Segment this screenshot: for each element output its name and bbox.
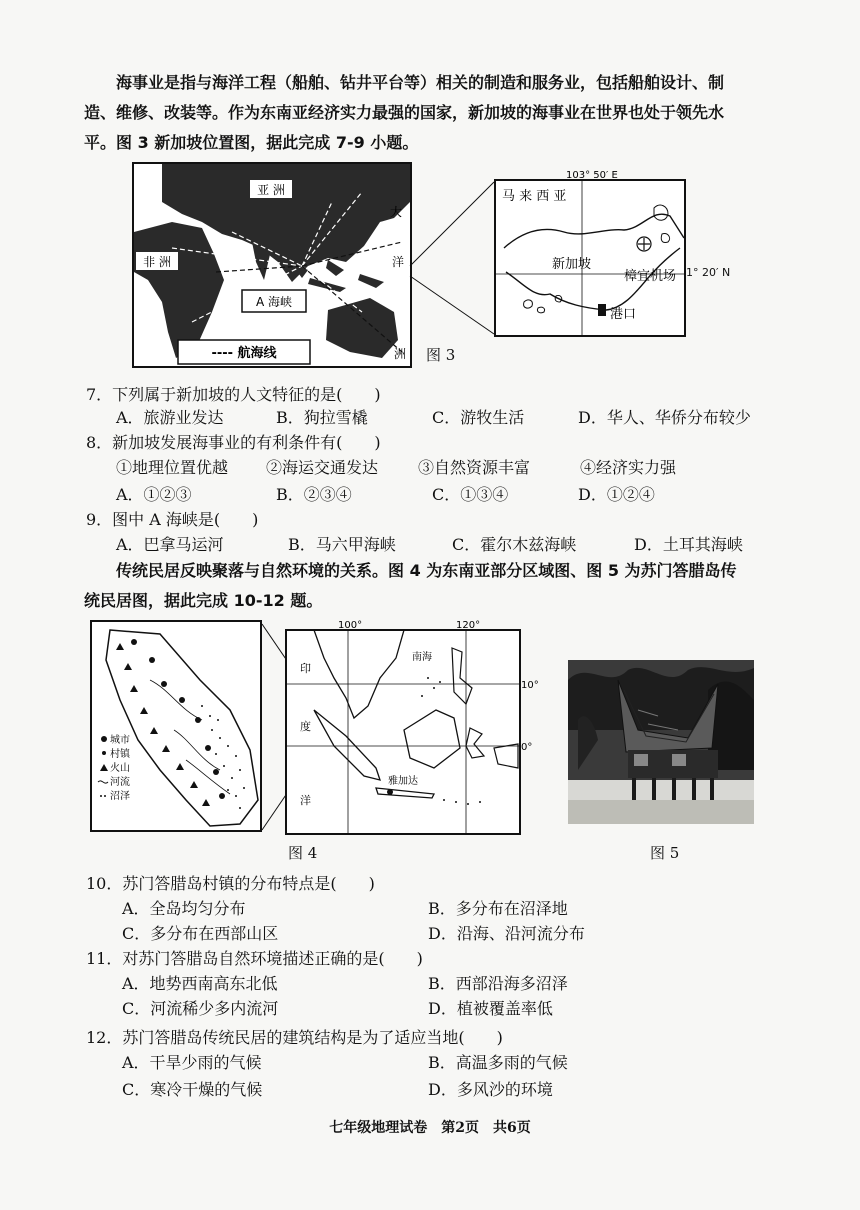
indian-ocean-yang: 洋 bbox=[300, 794, 311, 807]
question-12-stem: 12．苏门答腊岛传统民居的建筑结构是为了适应当地( ) bbox=[86, 1028, 503, 1047]
legend-swamp: 沼泽 bbox=[110, 791, 130, 802]
passage-2-line-1: 传统民居反映聚落与自然环境的关系。图 4 为东南亚部分区域图、图 5 为苏门答腊岛传 bbox=[116, 561, 737, 580]
passage-1-line-1: 海事业是指与海洋工程（船舶、钻井平台等）相关的制造和服务业，包括船舶设计、制 bbox=[116, 73, 725, 92]
q11-option-b[interactable]: B．西部沿海多沼泽 bbox=[428, 974, 568, 993]
lat-0-label: 0° bbox=[521, 742, 533, 753]
singapore-label: 新加坡 bbox=[552, 257, 592, 272]
figure-4-sumatra-map bbox=[90, 620, 262, 832]
south-china-sea-label: 南海 bbox=[412, 652, 432, 663]
q11-option-d[interactable]: D．植被覆盖率低 bbox=[428, 999, 553, 1018]
q10-option-c[interactable]: C．多分布在西部山区 bbox=[122, 924, 279, 943]
question-7-stem: 7．下列属于新加坡的人文特征的是( ) bbox=[86, 385, 381, 404]
q8-choice-3: ③自然资源丰富 bbox=[418, 458, 531, 477]
q8-choice-4: ④经济实力强 bbox=[580, 458, 677, 477]
jakarta-label: 雅加达 bbox=[388, 776, 418, 787]
q8-option-b[interactable]: B．②③④ bbox=[276, 485, 352, 504]
question-10-stem: 10．苏门答腊岛村镇的分布特点是( ) bbox=[86, 874, 375, 893]
q8-choice-2: ②海运交通发达 bbox=[266, 458, 379, 477]
q8-option-c[interactable]: C．①③④ bbox=[432, 485, 509, 504]
indian-ocean-du: 度 bbox=[300, 720, 311, 733]
q8-option-d[interactable]: D．①②④ bbox=[578, 485, 655, 504]
strait-a-label: A 海峡 bbox=[255, 295, 293, 309]
legend-town: 村镇 bbox=[110, 749, 130, 760]
zhou-label: 洲 bbox=[393, 347, 407, 361]
port-label: 港口 bbox=[610, 307, 637, 322]
port-icon bbox=[598, 304, 606, 316]
figure-5-traditional-house-photo bbox=[568, 660, 754, 824]
question-9-stem: 9．图中 A 海峡是( ) bbox=[86, 510, 259, 529]
q11-option-c[interactable]: C．河流稀少多内流河 bbox=[122, 999, 279, 1018]
q8-choice-1: ①地理位置优越 bbox=[116, 458, 229, 477]
q12-option-d[interactable]: D．多风沙的环境 bbox=[428, 1080, 553, 1099]
q7-option-d[interactable]: D．华人、华侨分布较少 bbox=[578, 408, 751, 427]
legend-city: 城市 bbox=[110, 735, 130, 746]
question-8-stem: 8．新加坡发展海事业的有利条件有( ) bbox=[86, 433, 381, 452]
q10-option-b[interactable]: B．多分布在沼泽地 bbox=[428, 899, 568, 918]
figure-3-singapore-inset bbox=[494, 168, 689, 338]
inset-connector-lines bbox=[410, 176, 494, 336]
passage-2-line-2: 统民居图，据此完成 10-12 题。 bbox=[84, 591, 323, 610]
passage-1-line-2: 造、维修、改装等。作为东南亚经济实力最强的国家，新加坡的海事业在世界也处于领先水 bbox=[84, 103, 725, 122]
passage-1-line-3: 平。图 3 新加坡位置图，据此完成 7-9 小题。 bbox=[84, 133, 419, 152]
q12-option-b[interactable]: B．高温多雨的气候 bbox=[428, 1053, 568, 1072]
yang-label: 洋 bbox=[391, 255, 405, 269]
asia-label: 亚 洲 bbox=[257, 183, 285, 197]
passage-2 bbox=[84, 556, 784, 616]
jakarta-marker bbox=[387, 789, 393, 795]
figure-3-caption: 图 3 bbox=[426, 346, 456, 364]
africa-label: 非 洲 bbox=[143, 255, 171, 269]
indian-ocean-yin: 印 bbox=[300, 662, 311, 675]
q10-option-a[interactable]: A．全岛均匀分布 bbox=[122, 899, 246, 918]
lon-120-label: 120° bbox=[456, 620, 481, 631]
q9-option-a[interactable]: A．巴拿马运河 bbox=[116, 535, 224, 554]
q12-option-a[interactable]: A．干旱少雨的气候 bbox=[122, 1053, 262, 1072]
figure-5-caption: 图 5 bbox=[650, 844, 680, 862]
airport-label: 樟宜机场 bbox=[624, 269, 677, 284]
q9-option-c[interactable]: C．霍尔木兹海峡 bbox=[452, 535, 577, 554]
q7-option-b[interactable]: B．狗拉雪橇 bbox=[276, 408, 368, 427]
legend-river: 河流 bbox=[110, 777, 130, 788]
lon-100-label: 100° bbox=[338, 620, 363, 631]
question-11-stem: 11．对苏门答腊岛自然环境描述正确的是( ) bbox=[86, 949, 423, 968]
q9-option-d[interactable]: D．土耳其海峡 bbox=[634, 535, 743, 554]
passage-1 bbox=[84, 68, 784, 158]
legend-volcano: 火山 bbox=[110, 763, 130, 774]
figure-3-world-map bbox=[132, 162, 412, 368]
figure-4-caption: 图 4 bbox=[288, 844, 318, 862]
q9-option-b[interactable]: B．马六甲海峡 bbox=[288, 535, 396, 554]
q10-option-d[interactable]: D．沿海、沿河流分布 bbox=[428, 924, 585, 943]
q12-option-c[interactable]: C．寒冷干燥的气候 bbox=[122, 1080, 263, 1099]
q7-option-a[interactable]: A．旅游业发达 bbox=[116, 408, 224, 427]
longitude-label: 103° 50′ E bbox=[566, 170, 618, 181]
lat-10-label: 10° bbox=[521, 680, 539, 691]
shipping-route-legend: ---- 航海线 bbox=[211, 346, 277, 361]
malaysia-label: 马 来 西 亚 bbox=[502, 189, 567, 204]
da-label: 大 bbox=[389, 205, 403, 219]
figure-4-southeast-asia-map bbox=[284, 618, 539, 836]
latitude-label: 1° 20′ N bbox=[686, 266, 731, 279]
q11-option-a[interactable]: A．地势西南高东北低 bbox=[122, 974, 278, 993]
q7-option-c[interactable]: C．游牧生活 bbox=[432, 408, 525, 427]
q8-option-a[interactable]: A．①②③ bbox=[116, 485, 192, 504]
page-footer: 七年级地理试卷 第2页 共6页 bbox=[329, 1120, 531, 1136]
